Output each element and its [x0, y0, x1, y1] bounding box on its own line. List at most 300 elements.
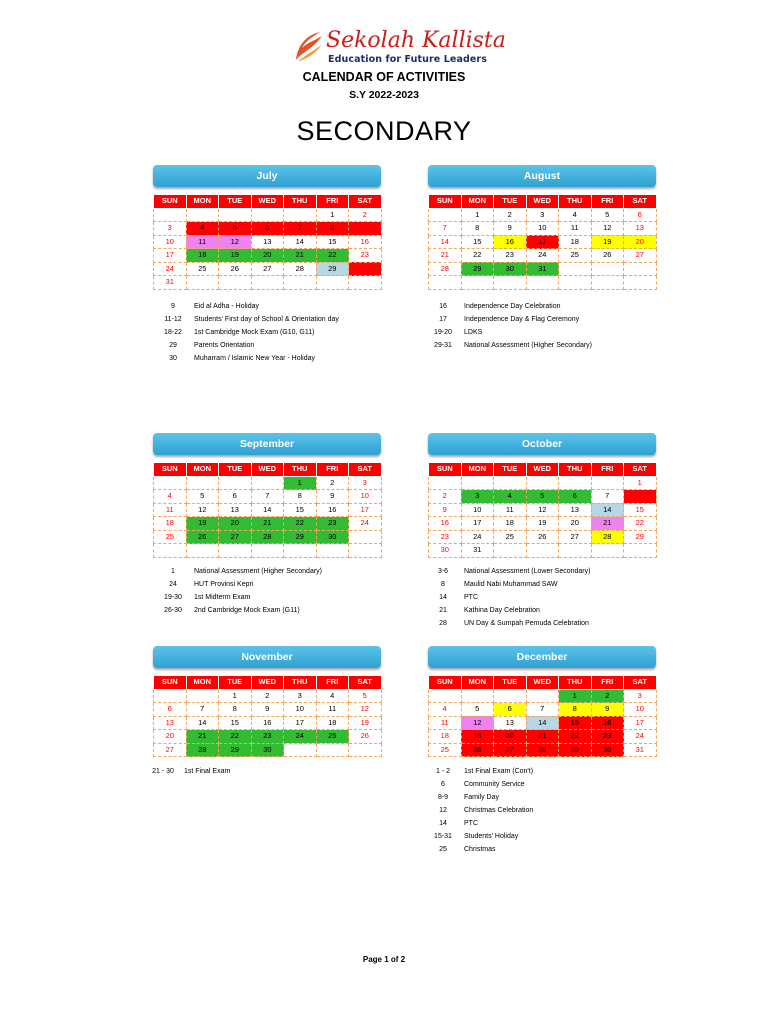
day-cell: 13 [494, 716, 527, 730]
day-cell: 2 [494, 208, 527, 222]
empty-cell [154, 476, 187, 490]
events-list-november [148, 765, 448, 778]
empty-cell [219, 544, 252, 558]
event-date: 17 [439, 316, 447, 323]
weekday-header: SAT [349, 676, 382, 690]
day-cell: 3 [624, 689, 657, 703]
day-cell: 21 [284, 249, 317, 263]
logo-flame-icon [292, 30, 324, 64]
weekday-header: SUN [154, 463, 187, 477]
day-cell: 27 [624, 249, 657, 263]
events-list-october [428, 565, 728, 630]
day-cell: 29 [559, 743, 592, 757]
empty-cell [526, 276, 559, 290]
day-cell: 19 [591, 235, 624, 249]
weekday-header: WED [251, 195, 284, 209]
day-cell: 2 [349, 208, 382, 222]
empty-cell [429, 276, 462, 290]
day-cell: 3 [154, 222, 187, 236]
empty-cell [186, 276, 219, 290]
day-cell: 20 [624, 235, 657, 249]
day-cell: 11 [559, 222, 592, 236]
day-cell: 20 [494, 730, 527, 744]
day-cell: 5 [186, 490, 219, 504]
empty-cell [186, 689, 219, 703]
day-cell: 30 [494, 262, 527, 276]
day-cell: 7 [591, 490, 624, 504]
day-cell: 8 [624, 490, 657, 504]
empty-cell [219, 476, 252, 490]
day-cell: 6 [559, 490, 592, 504]
events-list-september [158, 565, 458, 617]
calendar-grid [428, 194, 657, 290]
empty-cell [186, 476, 219, 490]
event-item [158, 352, 458, 365]
event-item [158, 326, 458, 339]
empty-cell [526, 689, 559, 703]
day-cell: 23 [591, 730, 624, 744]
month-header: December [428, 646, 656, 668]
day-cell: 29 [284, 530, 317, 544]
empty-cell [461, 689, 494, 703]
empty-cell [591, 476, 624, 490]
day-cell: 14 [284, 235, 317, 249]
month-calendar-july [153, 165, 381, 290]
event-date: 11-12 [164, 316, 182, 323]
event-text: Parents Orientation [194, 342, 255, 349]
day-cell: 21 [591, 517, 624, 531]
empty-cell [429, 208, 462, 222]
day-cell: 22 [559, 730, 592, 744]
day-cell: 5 [461, 703, 494, 717]
day-cell: 16 [349, 235, 382, 249]
empty-cell [461, 476, 494, 490]
day-cell: 1 [284, 476, 317, 490]
day-cell: 15 [461, 235, 494, 249]
day-cell: 10 [461, 503, 494, 517]
weekday-header: SAT [349, 463, 382, 477]
weekday-header: WED [526, 463, 559, 477]
day-cell: 7 [526, 703, 559, 717]
day-cell: 10 [349, 490, 382, 504]
section-title: SECONDARY [296, 116, 472, 146]
month-header: July [153, 165, 381, 187]
day-cell: 15 [559, 716, 592, 730]
event-text: National Assessment (Higher Secondary) [464, 342, 593, 349]
empty-cell [154, 208, 187, 222]
month-calendar-december [428, 646, 656, 757]
day-cell: 6 [624, 208, 657, 222]
day-cell: 31 [461, 544, 494, 558]
event-item [428, 804, 728, 817]
day-cell: 28 [186, 743, 219, 757]
event-text: HUT Provinsi Kepri [194, 581, 254, 588]
event-date: 12 [439, 807, 447, 814]
day-cell: 9 [494, 222, 527, 236]
empty-cell [461, 276, 494, 290]
empty-cell [219, 276, 252, 290]
empty-cell [186, 544, 219, 558]
day-cell: 27 [154, 743, 187, 757]
event-item [158, 339, 458, 352]
day-cell: 22 [316, 249, 349, 263]
day-cell: 4 [154, 490, 187, 504]
event-item [158, 591, 458, 604]
month-header: August [428, 165, 656, 187]
day-cell: 20 [154, 730, 187, 744]
day-cell: 25 [559, 249, 592, 263]
day-cell: 18 [186, 249, 219, 263]
day-cell: 12 [526, 503, 559, 517]
day-cell: 22 [461, 249, 494, 263]
day-cell: 25 [154, 530, 187, 544]
day-cell: 9 [251, 703, 284, 717]
weekday-header: TUE [494, 676, 527, 690]
document-title: CALENDAR OF ACTIVITIES [302, 70, 466, 84]
day-cell: 4 [316, 689, 349, 703]
day-cell: 4 [494, 490, 527, 504]
day-cell: 4 [186, 222, 219, 236]
day-cell: 30 [316, 530, 349, 544]
day-cell: 28 [284, 262, 317, 276]
day-cell: 13 [251, 235, 284, 249]
day-cell: 4 [559, 208, 592, 222]
weekday-header: WED [251, 676, 284, 690]
day-cell: 22 [284, 517, 317, 531]
event-text: 1st Cambridge Mock Exam (G10, G11) [194, 329, 315, 336]
empty-cell [559, 476, 592, 490]
event-item [148, 765, 448, 778]
event-date: 28 [439, 620, 447, 627]
event-text: 2nd Cambridge Mock Exam (G11) [194, 607, 300, 614]
day-cell: 16 [494, 235, 527, 249]
event-text: Independence Day Celebration [464, 303, 561, 310]
empty-cell [284, 276, 317, 290]
day-cell: 17 [349, 503, 382, 517]
day-cell: 4 [429, 703, 462, 717]
weekday-header: MON [186, 463, 219, 477]
day-cell: 31 [154, 276, 187, 290]
event-item [158, 565, 458, 578]
empty-cell [154, 689, 187, 703]
day-cell: 14 [429, 235, 462, 249]
empty-cell [559, 544, 592, 558]
day-cell: 6 [154, 703, 187, 717]
day-cell: 9 [349, 222, 382, 236]
day-cell: 1 [461, 208, 494, 222]
event-date: 16 [439, 303, 447, 310]
day-cell: 19 [186, 517, 219, 531]
event-item [428, 326, 728, 339]
day-cell: 14 [186, 716, 219, 730]
event-item [158, 604, 458, 617]
day-cell: 25 [429, 743, 462, 757]
day-cell: 11 [429, 716, 462, 730]
day-cell: 13 [219, 503, 252, 517]
weekday-header: FRI [591, 676, 624, 690]
event-date: 29-31 [434, 342, 452, 349]
event-item [428, 339, 728, 352]
day-cell: 1 [624, 476, 657, 490]
day-cell: 9 [429, 503, 462, 517]
event-date: 8 [441, 581, 445, 588]
event-date: 18-22 [164, 329, 182, 336]
event-date: 8-9 [437, 794, 449, 801]
day-cell: 14 [251, 503, 284, 517]
day-cell: 26 [591, 249, 624, 263]
day-cell: 3 [284, 689, 317, 703]
empty-cell [251, 476, 284, 490]
day-cell: 26 [461, 743, 494, 757]
day-cell: 28 [591, 530, 624, 544]
event-date: 14 [439, 820, 447, 827]
empty-cell [284, 208, 317, 222]
empty-cell [251, 208, 284, 222]
weekday-header: MON [461, 195, 494, 209]
day-cell: 25 [186, 262, 219, 276]
event-date: 19-30 [164, 594, 182, 601]
weekday-header: SUN [154, 676, 187, 690]
day-cell: 26 [349, 730, 382, 744]
day-cell: 19 [219, 249, 252, 263]
day-cell: 15 [219, 716, 252, 730]
event-date: 9 [171, 303, 175, 310]
day-cell: 19 [461, 730, 494, 744]
day-cell: 12 [186, 503, 219, 517]
day-cell: 12 [461, 716, 494, 730]
event-item [428, 565, 728, 578]
day-cell: 23 [429, 530, 462, 544]
day-cell: 21 [526, 730, 559, 744]
day-cell: 22 [624, 517, 657, 531]
event-item [428, 843, 728, 856]
event-item [428, 791, 728, 804]
day-cell: 8 [284, 490, 317, 504]
month-calendar-august [428, 165, 656, 290]
logo-tagline: Education for Future Leaders [328, 54, 487, 65]
day-cell: 27 [251, 262, 284, 276]
day-cell: 2 [316, 476, 349, 490]
day-cell: 2 [251, 689, 284, 703]
empty-cell [219, 208, 252, 222]
event-text: Kathina Day Celebration [464, 607, 540, 614]
event-date: 25 [439, 846, 447, 853]
day-cell: 3 [461, 490, 494, 504]
empty-cell [251, 276, 284, 290]
event-text: UN Day & Sumpah Pemuda Celebration [464, 620, 589, 627]
day-cell: 10 [624, 703, 657, 717]
day-cell: 28 [251, 530, 284, 544]
day-cell: 12 [349, 703, 382, 717]
empty-cell [154, 544, 187, 558]
weekday-header: WED [526, 676, 559, 690]
page-footer: Page 1 of 2 [362, 955, 406, 964]
event-date: 1 - 2 [435, 768, 450, 775]
empty-cell [349, 530, 382, 544]
day-cell: 24 [461, 530, 494, 544]
weekday-header: TUE [219, 676, 252, 690]
empty-cell [349, 743, 382, 757]
day-cell: 18 [494, 517, 527, 531]
day-cell: 6 [219, 490, 252, 504]
logo-name: Sekolah Kallista [326, 28, 506, 53]
empty-cell [591, 276, 624, 290]
day-cell: 22 [219, 730, 252, 744]
event-text: Christmas [464, 846, 496, 853]
empty-cell [284, 743, 317, 757]
day-cell: 16 [591, 716, 624, 730]
day-cell: 23 [494, 249, 527, 263]
empty-cell [624, 262, 657, 276]
weekday-header: TUE [494, 195, 527, 209]
day-cell: 2 [429, 490, 462, 504]
day-cell: 9 [591, 703, 624, 717]
event-item [428, 300, 728, 313]
weekday-header: THU [284, 463, 317, 477]
day-cell: 15 [316, 235, 349, 249]
calendar-grid [428, 675, 657, 757]
day-cell: 16 [429, 517, 462, 531]
empty-cell [559, 276, 592, 290]
empty-cell [429, 476, 462, 490]
empty-cell [316, 743, 349, 757]
day-cell: 13 [154, 716, 187, 730]
weekday-header: SAT [624, 676, 657, 690]
month-calendar-november [153, 646, 381, 757]
empty-cell [494, 544, 527, 558]
day-cell: 8 [559, 703, 592, 717]
day-cell: 26 [526, 530, 559, 544]
day-cell: 17 [154, 249, 187, 263]
event-date: 15-31 [434, 833, 452, 840]
day-cell: 9 [316, 490, 349, 504]
day-cell: 13 [559, 503, 592, 517]
day-cell: 25 [494, 530, 527, 544]
day-cell: 24 [349, 517, 382, 531]
day-cell: 24 [624, 730, 657, 744]
day-cell: 29 [624, 530, 657, 544]
events-list-august [428, 300, 728, 352]
event-item [428, 617, 728, 630]
day-cell: 26 [186, 530, 219, 544]
event-date: 24 [169, 581, 177, 588]
weekday-header: FRI [591, 463, 624, 477]
event-item [428, 578, 728, 591]
day-cell: 14 [591, 503, 624, 517]
event-item [428, 830, 728, 843]
day-cell: 15 [284, 503, 317, 517]
month-calendar-october [428, 433, 656, 558]
weekday-header: SUN [429, 195, 462, 209]
day-cell: 5 [219, 222, 252, 236]
day-cell: 11 [494, 503, 527, 517]
day-cell: 10 [526, 222, 559, 236]
month-header: November [153, 646, 381, 668]
event-text: National Assessment (Lower Secondary) [464, 568, 591, 575]
day-cell: 19 [349, 716, 382, 730]
weekday-header: MON [186, 195, 219, 209]
day-cell: 10 [154, 235, 187, 249]
empty-cell [316, 544, 349, 558]
empty-cell [559, 262, 592, 276]
day-cell: 17 [526, 235, 559, 249]
day-cell: 5 [349, 689, 382, 703]
empty-cell [494, 689, 527, 703]
weekday-header: MON [461, 676, 494, 690]
event-text: Family Day [464, 794, 500, 801]
day-cell: 20 [219, 517, 252, 531]
day-cell: 11 [316, 703, 349, 717]
event-date: 1 [171, 568, 175, 575]
day-cell: 27 [219, 530, 252, 544]
weekday-header: SUN [429, 676, 462, 690]
weekday-header: TUE [219, 463, 252, 477]
empty-cell [349, 544, 382, 558]
day-cell: 31 [624, 743, 657, 757]
day-cell: 20 [251, 249, 284, 263]
event-date: 21 - 30 [152, 768, 174, 775]
weekday-header: THU [284, 195, 317, 209]
empty-cell [316, 276, 349, 290]
empty-cell [526, 544, 559, 558]
calendar-grid [153, 194, 382, 290]
day-cell: 27 [559, 530, 592, 544]
empty-cell [494, 276, 527, 290]
event-item [428, 604, 728, 617]
day-cell: 24 [154, 262, 187, 276]
day-cell: 30 [349, 262, 382, 276]
day-cell: 1 [559, 689, 592, 703]
event-text: Eid al Adha - Holiday [194, 303, 259, 310]
day-cell: 23 [316, 517, 349, 531]
event-text: 1st Final Exam (Con't) [464, 768, 534, 775]
empty-cell [494, 476, 527, 490]
weekday-header: SAT [624, 463, 657, 477]
weekday-header: FRI [591, 195, 624, 209]
day-cell: 18 [559, 235, 592, 249]
day-cell: 28 [429, 262, 462, 276]
weekday-header: MON [461, 463, 494, 477]
event-item [428, 591, 728, 604]
day-cell: 6 [251, 222, 284, 236]
day-cell: 29 [219, 743, 252, 757]
day-cell: 17 [284, 716, 317, 730]
day-cell: 17 [624, 716, 657, 730]
empty-cell [591, 262, 624, 276]
day-cell: 14 [526, 716, 559, 730]
school-year: S.Y 2022-2023 [349, 89, 419, 101]
day-cell: 31 [526, 262, 559, 276]
day-cell: 8 [316, 222, 349, 236]
day-cell: 24 [526, 249, 559, 263]
weekday-header: MON [186, 676, 219, 690]
event-text: PTC [464, 820, 478, 827]
weekday-header: SAT [349, 195, 382, 209]
event-text: National Assessment (Higher Secondary) [194, 568, 323, 575]
school-logo [292, 30, 522, 70]
day-cell: 27 [494, 743, 527, 757]
event-text: Students' Holiday [464, 833, 519, 840]
event-item [158, 313, 458, 326]
month-header: September [153, 433, 381, 455]
day-cell: 24 [284, 730, 317, 744]
weekday-header: FRI [316, 195, 349, 209]
day-cell: 13 [624, 222, 657, 236]
day-cell: 10 [284, 703, 317, 717]
day-cell: 18 [154, 517, 187, 531]
event-text: Maulid Nabi Muhammad SAW [464, 581, 558, 588]
weekday-header: WED [526, 195, 559, 209]
